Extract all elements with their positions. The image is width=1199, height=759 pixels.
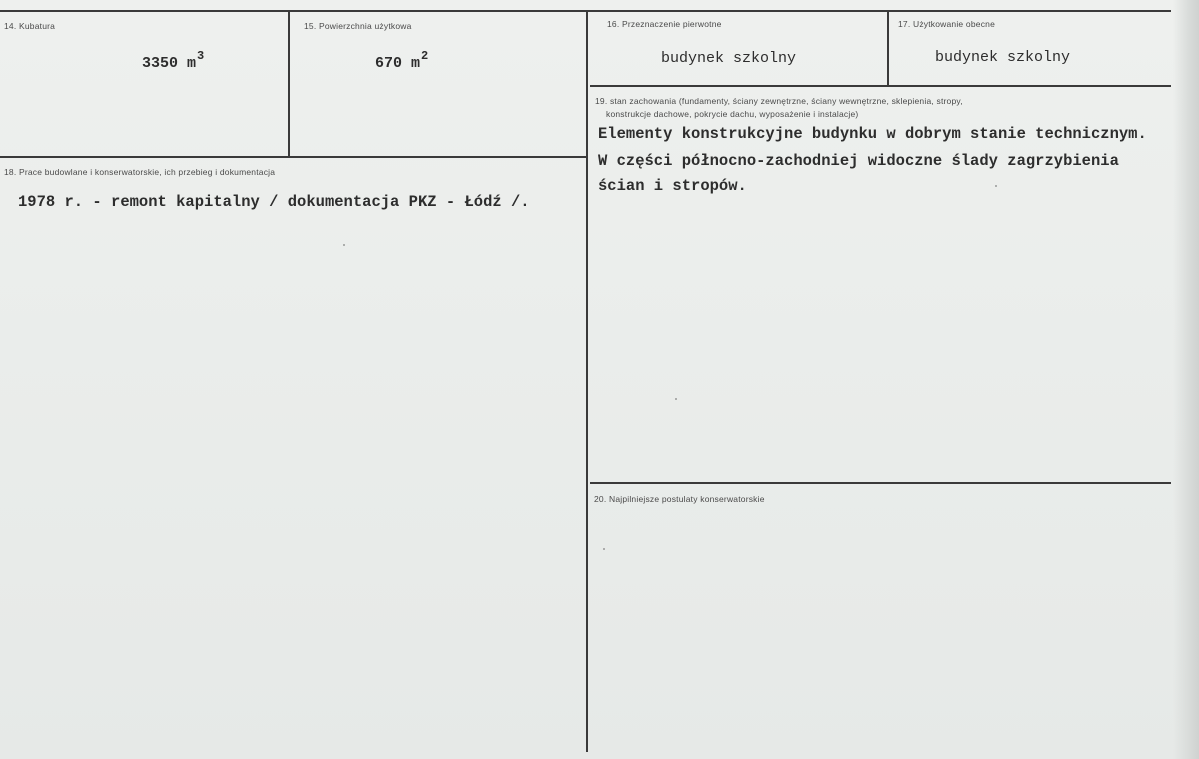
field-15-value (375, 49, 428, 72)
field-14-value (142, 49, 204, 72)
card-edge-shadow (1173, 0, 1199, 759)
divider-19-20 (590, 482, 1171, 484)
field-16-label: 16. Przeznaczenie pierwotne (607, 19, 722, 29)
field-14-label: 14. Kubatura (4, 21, 56, 31)
field-14-value-text: 3350 m (142, 55, 197, 72)
field-19-line-1: Elementy konstrukcyjne budynku w dobrym stanie technicznym. (598, 125, 1147, 143)
field-17-value: budynek szkolny (935, 49, 1071, 66)
field-19-label-line1: 19. stan zachowania (fundamenty, ściany zewnętrzne, ściany wewnętrzne, sklepienia, stropy, (595, 96, 963, 106)
divider-14-15 (288, 10, 290, 157)
divider-16-19 (590, 85, 1171, 87)
field-18-value: 1978 r. - remont kapitalny / dokumentacja PKZ - Łódź /. (18, 193, 530, 211)
divider-top-bottom-left (0, 156, 588, 158)
field-15-value-text: 670 m (375, 55, 421, 72)
main-vertical-divider (586, 10, 588, 752)
divider-16-17 (887, 10, 889, 86)
field-18-label: 18. Prace budowlane i konserwatorskie, ich przebieg i dokumentacja (4, 167, 276, 177)
field-14-unit-exponent: 3 (197, 49, 205, 63)
field-15-unit-exponent: 2 (421, 49, 429, 63)
field-19-line-2: W części północno-zachodniej widoczne ślady zagrzybienia (598, 152, 1119, 170)
paper-speck (995, 185, 997, 187)
field-20-label: 20. Najpilniejsze postulaty konserwatorskie (594, 494, 765, 504)
paper-speck (675, 398, 677, 400)
field-19-label-line2: konstrukcje dachowe, pokrycie dachu, wyposażenie i instalacje) (606, 109, 859, 119)
field-16-value: budynek szkolny (661, 50, 797, 67)
field-17-label: 17. Użytkowanie obecne (898, 19, 996, 29)
paper-speck (343, 244, 345, 246)
field-15-label: 15. Powierzchnia użytkowa (304, 21, 412, 31)
field-19-line-3: ścian i stropów. (598, 177, 747, 195)
paper-speck (603, 548, 605, 550)
